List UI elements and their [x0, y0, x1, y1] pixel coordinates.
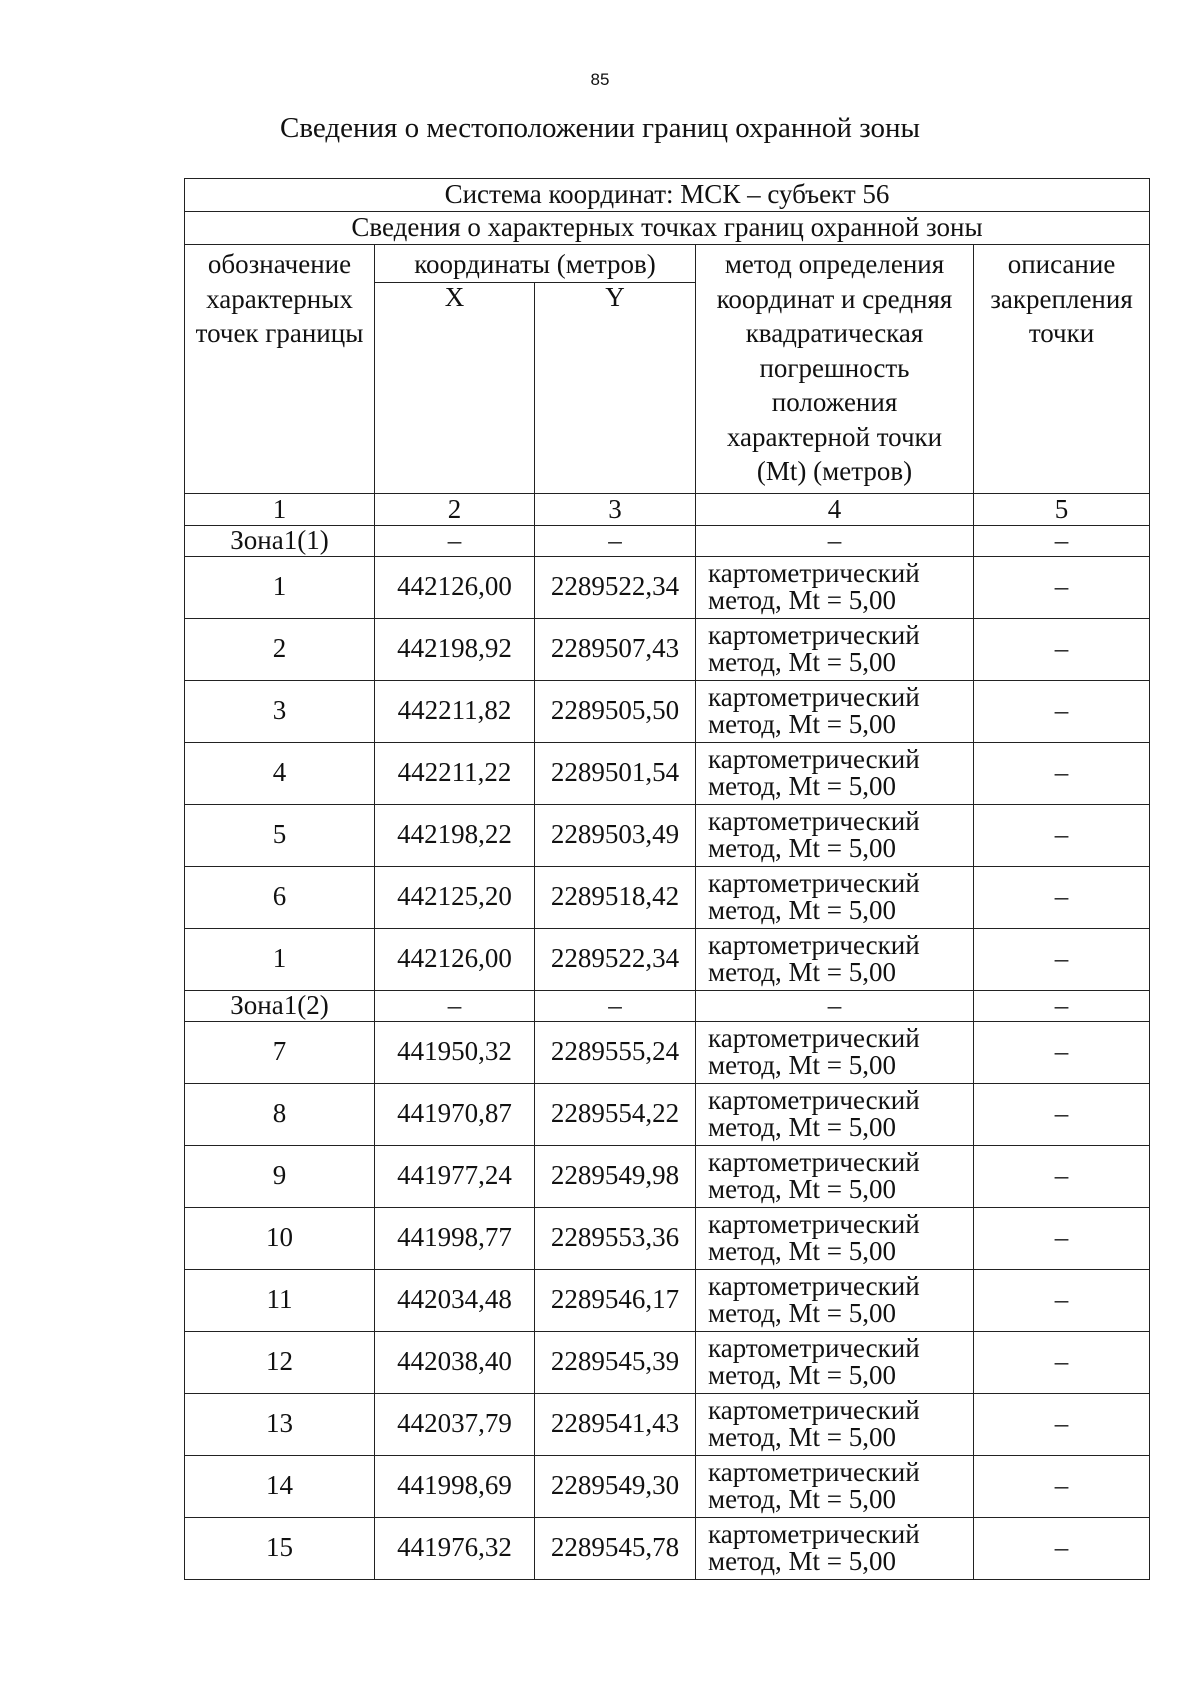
method-cell: [696, 1517, 974, 1579]
y-coordinate-cell: –: [535, 525, 696, 556]
x-coordinate-cell: 442038,40: [375, 1331, 535, 1393]
method-line-1: картометрический: [708, 1270, 920, 1301]
method-line-2: метод, Mt = 5,00: [708, 771, 896, 802]
method-line-1: картометрический: [708, 619, 920, 650]
table-row: [185, 1393, 1150, 1455]
table-row: [185, 1517, 1150, 1579]
description-cell: –: [974, 990, 1150, 1021]
method-line-1: картометрический: [708, 805, 920, 836]
point-designation-cell: 13: [185, 1393, 375, 1455]
column-number-5: 5: [974, 493, 1150, 525]
table-row: [185, 1145, 1150, 1207]
section-title-cell: Сведения о характерных точках границ охранной зоны: [185, 212, 1150, 245]
method-line-2: метод, Mt = 5,00: [708, 1112, 896, 1143]
point-designation-cell: 9: [185, 1145, 375, 1207]
description-cell: –: [974, 804, 1150, 866]
point-designation-cell: 8: [185, 1083, 375, 1145]
method-line-1: картометрический: [708, 557, 920, 588]
header-x: X: [375, 282, 535, 493]
table-row: [185, 618, 1150, 680]
method-line-2: метод, Mt = 5,00: [708, 833, 896, 864]
table-row: [185, 866, 1150, 928]
method-cell: [696, 1021, 974, 1083]
method-line-1: картометрический: [708, 743, 920, 774]
description-cell: –: [974, 1269, 1150, 1331]
header-description: описание закрепления точки: [974, 245, 1150, 494]
table-body: [185, 179, 1150, 1580]
description-cell: –: [974, 742, 1150, 804]
table-row: [185, 1021, 1150, 1083]
table-row: [185, 1331, 1150, 1393]
method-cell: [696, 1145, 974, 1207]
x-coordinate-cell: 441998,69: [375, 1455, 535, 1517]
method-cell: [696, 928, 974, 990]
point-designation-cell: Зона1(2): [185, 990, 375, 1021]
method-line-2: метод, Mt = 5,00: [708, 647, 896, 678]
method-line-1: картометрический: [708, 1146, 920, 1177]
x-coordinate-cell: –: [375, 525, 535, 556]
point-designation-cell: 12: [185, 1331, 375, 1393]
x-coordinate-cell: 442126,00: [375, 556, 535, 618]
header-row-top: [185, 245, 1150, 283]
page-title: Сведения о местоположении границ охранной зоны: [279, 112, 920, 144]
description-cell: –: [974, 928, 1150, 990]
y-coordinate-cell: 2289545,39: [535, 1331, 696, 1393]
description-cell: –: [974, 556, 1150, 618]
table-row: [185, 556, 1150, 618]
description-cell: –: [974, 866, 1150, 928]
y-coordinate-cell: 2289505,50: [535, 680, 696, 742]
header-y: Y: [535, 282, 696, 493]
method-line-2: метод, Mt = 5,00: [708, 1422, 896, 1453]
method-cell: [696, 1455, 974, 1517]
section-title-row: [185, 212, 1150, 245]
method-cell: –: [696, 525, 974, 556]
y-coordinate-cell: 2289522,34: [535, 556, 696, 618]
x-coordinate-cell: –: [375, 990, 535, 1021]
method-line-2: метод, Mt = 5,00: [708, 1546, 896, 1577]
point-designation-cell: 7: [185, 1021, 375, 1083]
method-line-2: метод, Mt = 5,00: [708, 1050, 896, 1081]
table-row: [185, 680, 1150, 742]
description-cell: –: [974, 1455, 1150, 1517]
method-cell: [696, 1393, 974, 1455]
method-line-1: картометрический: [708, 1518, 920, 1549]
method-line-1: картометрический: [708, 1332, 920, 1363]
method-line-2: метод, Mt = 5,00: [708, 1236, 896, 1267]
x-coordinate-cell: 442198,92: [375, 618, 535, 680]
method-line-1: картометрический: [708, 1084, 920, 1115]
point-designation-cell: 1: [185, 928, 375, 990]
description-cell: –: [974, 1393, 1150, 1455]
point-designation-cell: 1: [185, 556, 375, 618]
column-number-2: 2: [375, 493, 535, 525]
y-coordinate-cell: 2289507,43: [535, 618, 696, 680]
method-line-2: метод, Mt = 5,00: [708, 1298, 896, 1329]
method-line-2: метод, Mt = 5,00: [708, 709, 896, 740]
method-line-2: метод, Mt = 5,00: [708, 1484, 896, 1515]
x-coordinate-cell: 441976,32: [375, 1517, 535, 1579]
page-number: 85: [590, 70, 610, 89]
method-cell: [696, 804, 974, 866]
table-row: [185, 1455, 1150, 1517]
y-coordinate-cell: 2289549,98: [535, 1145, 696, 1207]
method-line-2: метод, Mt = 5,00: [708, 957, 896, 988]
method-line-1: картометрический: [708, 681, 920, 712]
x-coordinate-cell: 441950,32: [375, 1021, 535, 1083]
y-coordinate-cell: 2289549,30: [535, 1455, 696, 1517]
column-numbers-row: [185, 493, 1150, 525]
method-line-1: картометрический: [708, 1208, 920, 1239]
zone-row: [185, 990, 1150, 1021]
x-coordinate-cell: 442034,48: [375, 1269, 535, 1331]
method-cell: [696, 742, 974, 804]
description-cell: –: [974, 1083, 1150, 1145]
table-row: [185, 1269, 1150, 1331]
method-line-1: картометрический: [708, 929, 920, 960]
point-designation-cell: 4: [185, 742, 375, 804]
table-row: [185, 1207, 1150, 1269]
y-coordinate-cell: 2289541,43: [535, 1393, 696, 1455]
description-cell: –: [974, 525, 1150, 556]
table-row: [185, 928, 1150, 990]
y-coordinate-cell: 2289501,54: [535, 742, 696, 804]
x-coordinate-cell: 441977,24: [375, 1145, 535, 1207]
point-designation-cell: 6: [185, 866, 375, 928]
description-cell: –: [974, 680, 1150, 742]
zone-row: [185, 525, 1150, 556]
y-coordinate-cell: 2289518,42: [535, 866, 696, 928]
point-designation-cell: Зона1(1): [185, 525, 375, 556]
column-number-3: 3: [535, 493, 696, 525]
point-designation-cell: 3: [185, 680, 375, 742]
y-coordinate-cell: 2289555,24: [535, 1021, 696, 1083]
method-line-2: метод, Mt = 5,00: [708, 1174, 896, 1205]
method-cell: [696, 1331, 974, 1393]
y-coordinate-cell: 2289503,49: [535, 804, 696, 866]
header-method: метод определения координат и средняя квадратическая погрешность положения характерной точки (Mt) (метров): [696, 245, 974, 494]
method-cell: [696, 1207, 974, 1269]
table-row: [185, 1083, 1150, 1145]
column-number-1: 1: [185, 493, 375, 525]
coord-system-cell: Система координат: МСК – субъект 56: [185, 179, 1150, 212]
x-coordinate-cell: 442125,20: [375, 866, 535, 928]
method-line-2: метод, Mt = 5,00: [708, 1360, 896, 1391]
x-coordinate-cell: 442198,22: [375, 804, 535, 866]
method-cell: [696, 1083, 974, 1145]
header-point-designation: обозначение характерных точек границы: [185, 245, 375, 494]
point-designation-cell: 2: [185, 618, 375, 680]
method-line-2: метод, Mt = 5,00: [708, 895, 896, 926]
method-cell: [696, 556, 974, 618]
description-cell: –: [974, 1145, 1150, 1207]
table-row: [185, 742, 1150, 804]
method-cell: –: [696, 990, 974, 1021]
x-coordinate-cell: 442037,79: [375, 1393, 535, 1455]
description-cell: –: [974, 1331, 1150, 1393]
table-row: [185, 804, 1150, 866]
y-coordinate-cell: 2289554,22: [535, 1083, 696, 1145]
x-coordinate-cell: 441998,77: [375, 1207, 535, 1269]
description-cell: –: [974, 618, 1150, 680]
x-coordinate-cell: 442126,00: [375, 928, 535, 990]
y-coordinate-cell: 2289545,78: [535, 1517, 696, 1579]
method-cell: [696, 680, 974, 742]
x-coordinate-cell: 441970,87: [375, 1083, 535, 1145]
method-line-1: картометрический: [708, 867, 920, 898]
method-line-2: метод, Mt = 5,00: [708, 585, 896, 616]
method-line-1: картометрический: [708, 1394, 920, 1425]
method-cell: [696, 866, 974, 928]
point-designation-cell: 15: [185, 1517, 375, 1579]
point-designation-cell: 11: [185, 1269, 375, 1331]
description-cell: –: [974, 1207, 1150, 1269]
x-coordinate-cell: 442211,82: [375, 680, 535, 742]
column-number-4: 4: [696, 493, 974, 525]
header-coordinates: координаты (метров): [375, 245, 696, 283]
description-cell: –: [974, 1021, 1150, 1083]
boundary-points-table: [184, 178, 1150, 1580]
method-cell: [696, 618, 974, 680]
coord-system-row: [185, 179, 1150, 212]
y-coordinate-cell: 2289546,17: [535, 1269, 696, 1331]
y-coordinate-cell: –: [535, 990, 696, 1021]
method-cell: [696, 1269, 974, 1331]
point-designation-cell: 14: [185, 1455, 375, 1517]
y-coordinate-cell: 2289553,36: [535, 1207, 696, 1269]
y-coordinate-cell: 2289522,34: [535, 928, 696, 990]
method-line-1: картометрический: [708, 1456, 920, 1487]
point-designation-cell: 10: [185, 1207, 375, 1269]
description-cell: –: [974, 1517, 1150, 1579]
method-line-1: картометрический: [708, 1022, 920, 1053]
point-designation-cell: 5: [185, 804, 375, 866]
x-coordinate-cell: 442211,22: [375, 742, 535, 804]
